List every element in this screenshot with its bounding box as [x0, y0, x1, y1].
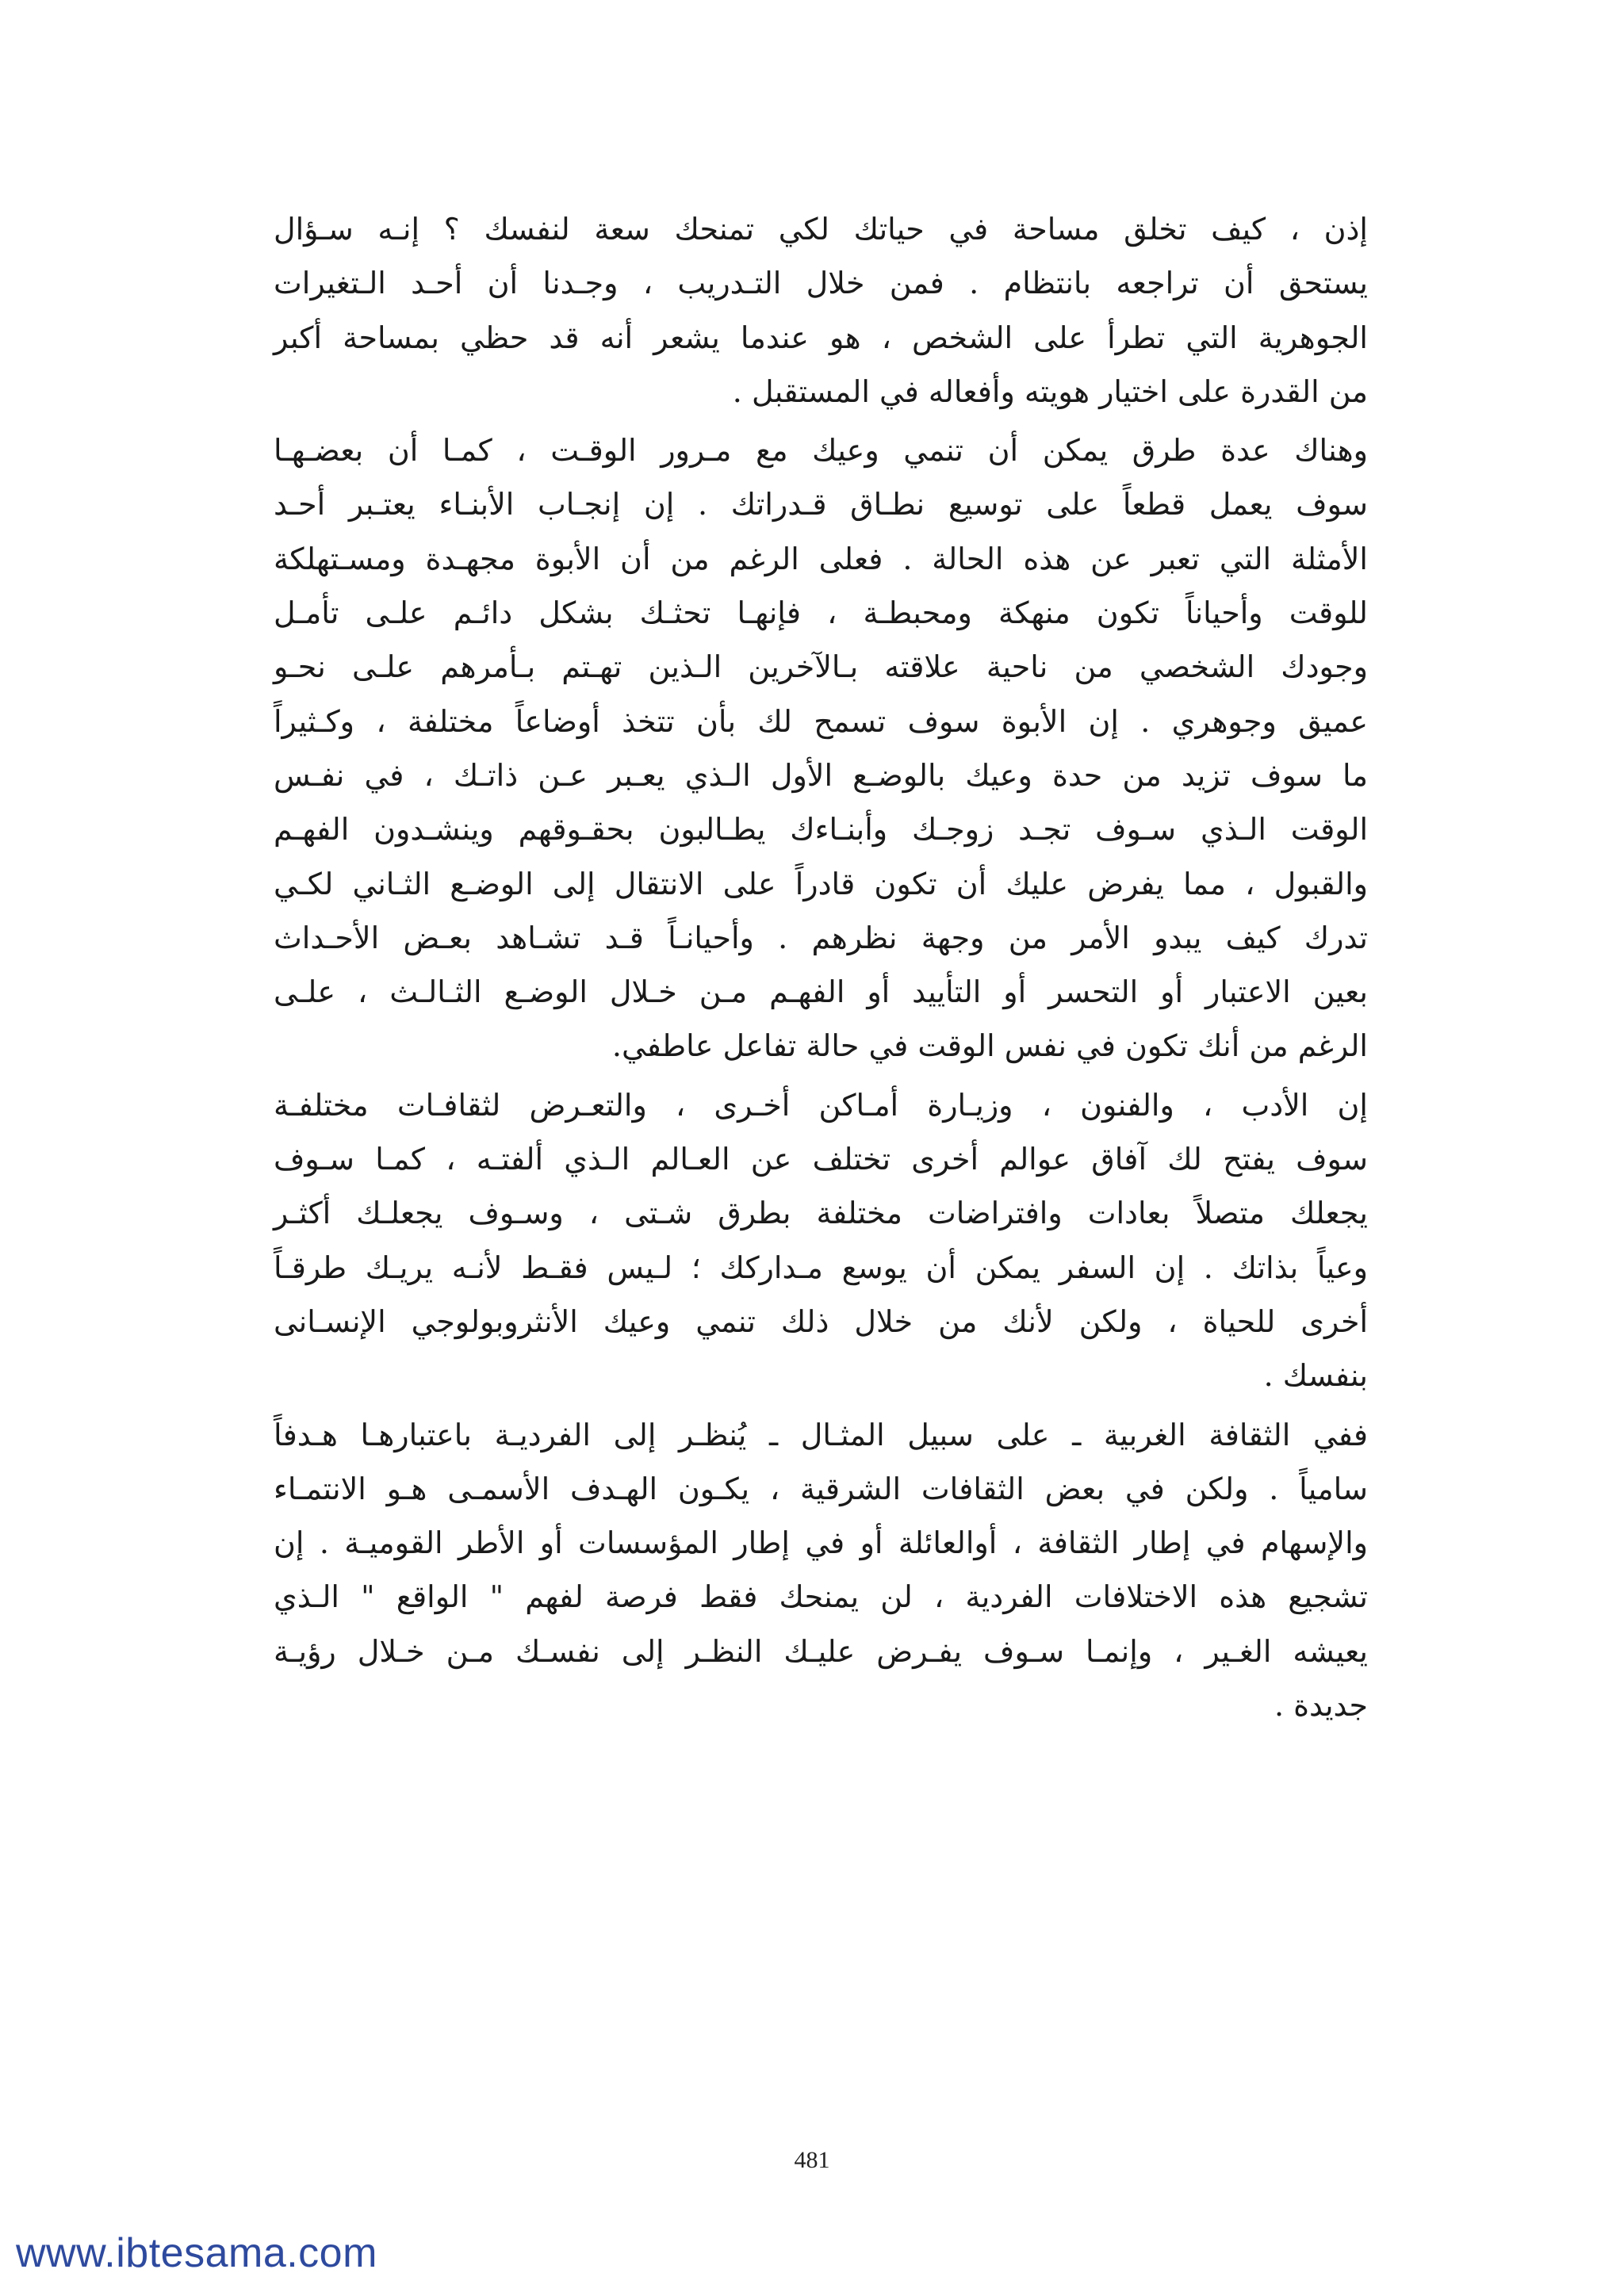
watermark-url: www.ibtesama.com: [16, 2230, 377, 2276]
paragraph-1: [274, 202, 1368, 419]
text-line: يستحق أن تراجعه بانتظام . فمن خلال التـدريب ، وجـدنا أن أحـد الـتغيرات: [274, 266, 1368, 301]
text-line: يجعلك متصلاً بعادات وافتراضات مختلفة بطرق شـتى ، وسـوف يجعلـك أكثـر: [274, 1196, 1368, 1231]
text-line: الرغم من أنك تكون في نفس الوقت في حالة تفاعل عاطفي.: [611, 1028, 1368, 1064]
text-line: بنفسك .: [1263, 1358, 1368, 1394]
text-line: ففي الثقافة الغربية ـ على سبيل المثـال ـ يُنظـر إلى الفرديـة باعتبارهـا هـدفاً: [274, 1417, 1368, 1452]
text-line: الأمثلة التي تعبر عن هذه الحالة . فعلى الرغم من أن الأبوة مجهـدة ومسـتهلكة: [274, 541, 1368, 576]
text-line: للوقت وأحياناً تكون منهكة ومحبطـة ، فإنهـا تحثـك بشكل دائـم علـى تأمـل: [274, 595, 1368, 631]
text-line: تدرك كيف يبدو الأمر من وجهة نظرهم . وأحيانـاً قـد تشـاهد بعـض الأحـداث: [274, 920, 1368, 955]
text-line: إذن ، كيف تخلق مساحة في حياتك لكي تمنحك سعة لنفسك ؟ إنـه سـؤال: [274, 212, 1368, 247]
page-number: 481: [794, 2147, 830, 2173]
text-line: والإسهام في إطار الثقافة ، أوالعائلة أو في إطار المؤسسات أو الأطر القوميـة . إن: [274, 1525, 1368, 1561]
text-line: جديدة .: [1274, 1688, 1368, 1724]
paragraph-4: [274, 1408, 1368, 1733]
text-line: الوقت الـذي سـوف تجـد زوجـك وأبنـاءك يطـالبون بحقـوقهم وينشـدون الفهـم: [274, 812, 1368, 848]
document-body: [274, 202, 1368, 1737]
text-line: تشجيع هذه الاختلافات الفردية ، لن يمنحك فقط فرصة لفهم " الواقع " الـذي: [274, 1579, 1368, 1615]
text-line: سامياً . ولكن في بعض الثقافات الشرقية ، يكـون الهـدف الأسمـى هـو الانتمـاء: [274, 1471, 1368, 1506]
text-line: أخرى للحياة ، ولكن لأنك من خلال ذلك تنمي وعيك الأنثروبولوجي الإنسـانى: [274, 1303, 1368, 1339]
text-line: ما سوف تزيد من حدة وعيك بالوضـع الأول الـذي يعـبر عـن ذاتـك ، في نفـس: [274, 757, 1368, 793]
text-line: بعين الاعتبار أو التحسر أو التأييد أو الفهـم مـن خـلال الوضـع الثـالـث ، علـى: [274, 974, 1368, 1010]
text-line: وجودك الشخصي من ناحية علاقته بـالآخرين الـذين تهـتم بـأمرهم علـى نحـو: [274, 649, 1368, 685]
text-line: وهناك عدة طرق يمكن أن تنمي وعيك مع مـرور الوقـت ، كمـا أن بعضـهـا: [274, 433, 1368, 469]
text-line: يعيشه الغـير ، وإنمـا سـوف يفـرض عليـك النظـر إلى نفسـك مـن خـلال رؤيـة: [274, 1633, 1368, 1669]
paragraph-2: [274, 423, 1368, 1073]
text-line: وعياً بذاتك . إن السفر يمكن أن يوسع مـداركك ؛ لـيس فقـط لأنـه يريـك طرقـاً: [274, 1249, 1368, 1285]
text-line: والقبول ، مما يفرض عليك أن تكون قادراً على الانتقال إلى الوضـع الثـاني لكـي: [274, 866, 1368, 901]
text-line: من القدرة على اختيار هويته وأفعاله في المستقبل .: [732, 373, 1368, 409]
text-line: سوف يعمل قطعاً على توسيع نطـاق قـدراتك . إن إنجـاب الأبنـاء يعتـبر أحـد: [274, 487, 1368, 522]
text-line: عميق وجوهري . إن الأبوة سوف تسمح لك بأن تتخذ أوضاعاً مختلفة ، وكـثيراً: [274, 703, 1368, 739]
text-line: الجوهرية التي تطرأ على الشخص ، هو عندما يشعر أنه قد حظي بمساحة أكبر: [274, 320, 1368, 355]
text-line: سوف يفتح لك آفاق عوالم أخرى تختلف عن العـالم الـذي ألفتـه ، كمـا سـوف: [274, 1142, 1368, 1177]
paragraph-3: [274, 1078, 1368, 1403]
text-line: إن الأدب ، والفنون ، وزيـارة أمـاكن أخـرى ، والتعـرض لثقافـات مختلفـة: [274, 1087, 1368, 1123]
